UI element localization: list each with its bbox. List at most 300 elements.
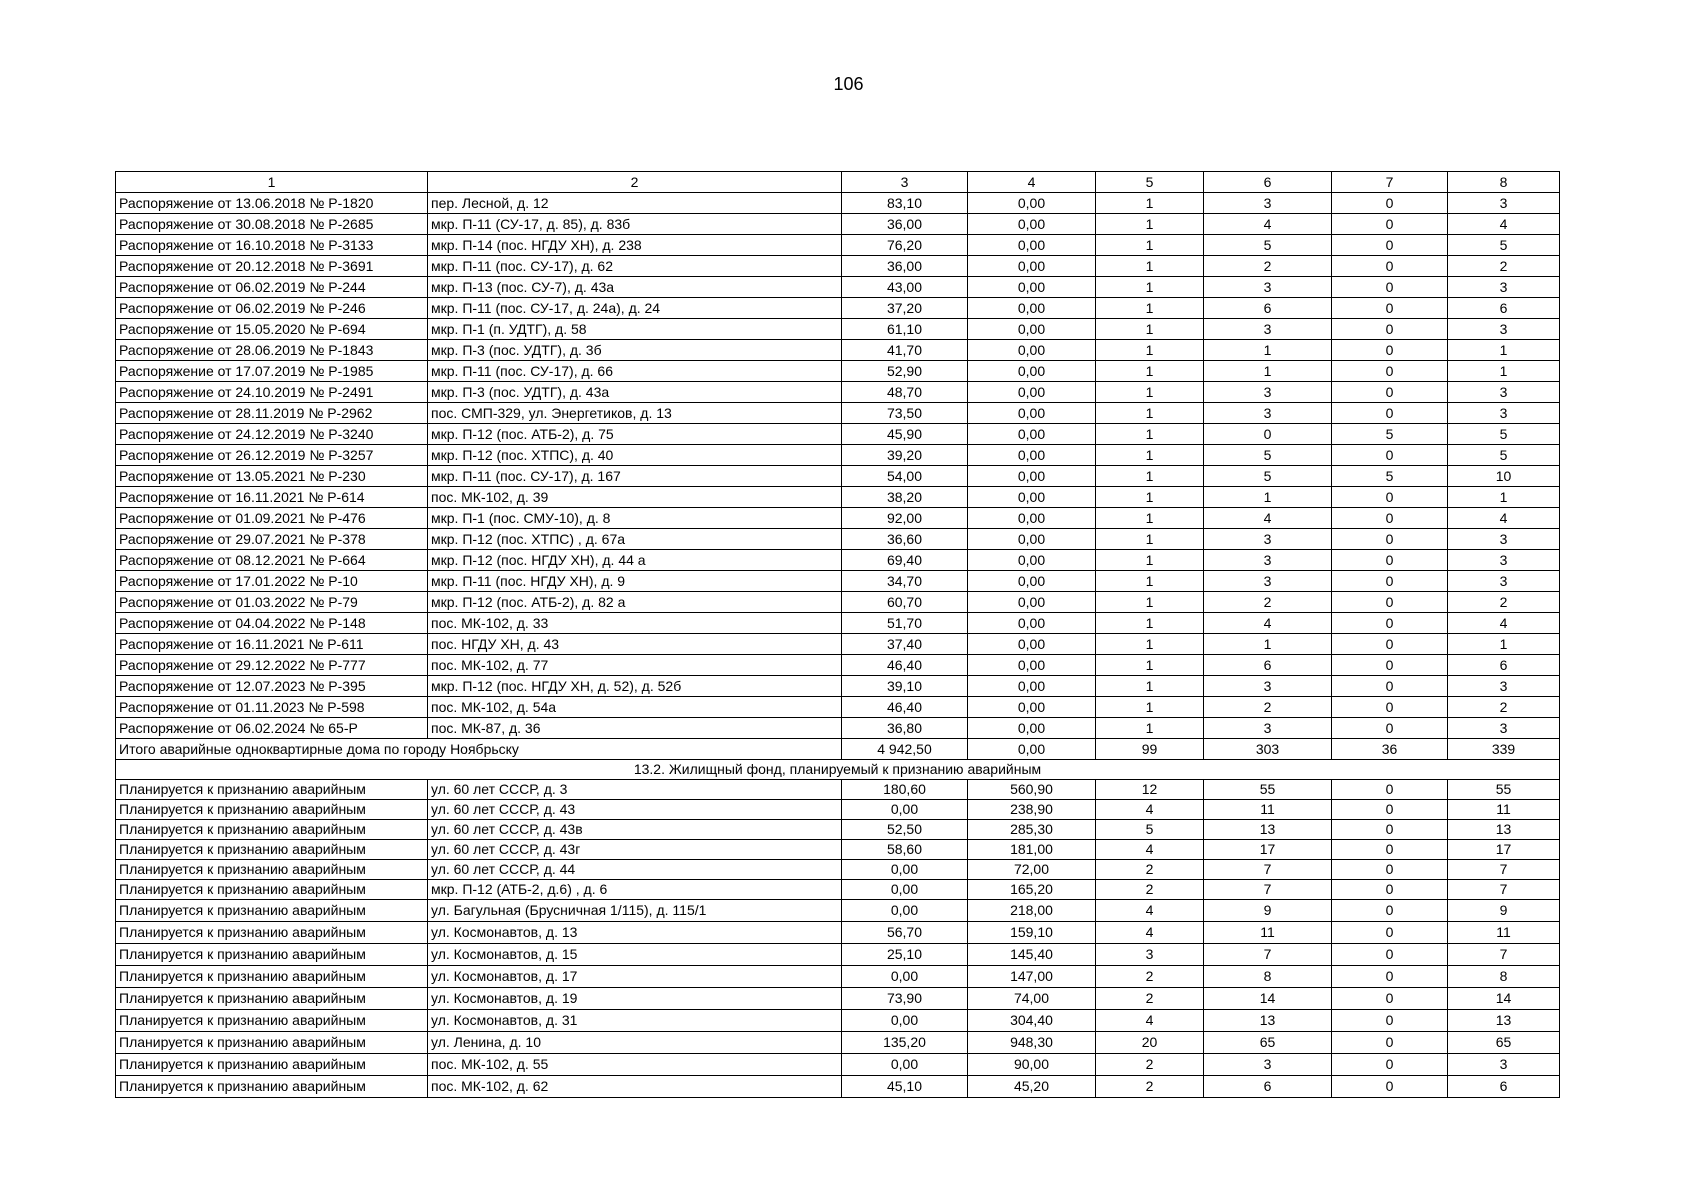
table-row [116, 466, 1560, 487]
table-cell: 0,00 [968, 382, 1096, 403]
table-cell: ул. 60 лет СССР, д. 3 [428, 780, 842, 800]
planned-emergency-section [116, 780, 1560, 1098]
table-cell: мкр. П-11 (пос. СУ-17, д. 24а), д. 24 [428, 298, 842, 319]
table-cell: 3 [1204, 403, 1332, 424]
table-cell: 0,00 [968, 571, 1096, 592]
table-cell: 5 [1204, 445, 1332, 466]
table-cell: 0 [1332, 922, 1448, 944]
table-row [116, 403, 1560, 424]
table-cell: ул. Космонавтов, д. 17 [428, 966, 842, 988]
table-cell: мкр. П-12 (пос. ХТПС) , д. 67а [428, 529, 842, 550]
table-cell: 46,40 [842, 655, 968, 676]
column-number-row [116, 172, 1560, 193]
table-cell: 0 [1332, 445, 1448, 466]
table-cell: 0,00 [968, 466, 1096, 487]
table-cell: 0 [1332, 235, 1448, 256]
table-cell: 38,20 [842, 487, 968, 508]
table-row [116, 676, 1560, 697]
table-cell: 83,10 [842, 193, 968, 214]
section-title: 13.2. Жилищный фонд, планируемый к признанию аварийным [116, 760, 1560, 780]
table-row [116, 613, 1560, 634]
table-cell: мкр. П-3 (пос. УДТГ), д. 43а [428, 382, 842, 403]
table-row [116, 424, 1560, 445]
table-cell: 0 [1332, 634, 1448, 655]
table-cell: 73,90 [842, 988, 968, 1010]
table-cell: 0 [1332, 550, 1448, 571]
table-cell: Распоряжение от 13.05.2021 № Р-230 [116, 466, 428, 487]
table-cell: 4 [1448, 214, 1560, 235]
table-cell: 147,00 [968, 966, 1096, 988]
table-cell: 0 [1332, 676, 1448, 697]
table-row [116, 340, 1560, 361]
table-cell: 17 [1448, 840, 1560, 860]
table-cell: 52,90 [842, 361, 968, 382]
table-cell: Распоряжение от 12.07.2023 № Р-395 [116, 676, 428, 697]
table-cell: 3 [1204, 550, 1332, 571]
table-cell: 0,00 [842, 1010, 968, 1032]
total-row [116, 739, 1560, 760]
table-row [116, 1054, 1560, 1076]
table-cell: ул. Космонавтов, д. 15 [428, 944, 842, 966]
table-cell: 0,00 [968, 445, 1096, 466]
table-cell: 11 [1448, 800, 1560, 820]
table-cell: 1 [1096, 571, 1204, 592]
table-cell: 5 [1096, 820, 1204, 840]
table-cell: 1 [1096, 382, 1204, 403]
table-cell: 0,00 [968, 298, 1096, 319]
table-cell: 8 [1448, 966, 1560, 988]
table-cell: 0,00 [968, 613, 1096, 634]
table-row [116, 840, 1560, 860]
table-cell: 73,50 [842, 403, 968, 424]
table-cell: пос. МК-102, д. 39 [428, 487, 842, 508]
table-cell: 2 [1096, 1076, 1204, 1098]
table-cell: Распоряжение от 29.12.2022 № Р-777 [116, 655, 428, 676]
table-cell: 3 [1448, 193, 1560, 214]
table-cell: 0,00 [968, 697, 1096, 718]
table-cell: 3 [1204, 277, 1332, 298]
table-cell: 2 [1096, 1054, 1204, 1076]
table-cell: 1 [1096, 592, 1204, 613]
table-cell: Планируется к признанию аварийным [116, 1076, 428, 1098]
table-cell: Планируется к признанию аварийным [116, 922, 428, 944]
table-cell: 0,00 [842, 966, 968, 988]
table-cell: 5 [1332, 466, 1448, 487]
table-cell: 34,70 [842, 571, 968, 592]
table-cell: 6 [1448, 298, 1560, 319]
total-cell: 303 [1204, 739, 1332, 760]
table-cell: 0 [1204, 424, 1332, 445]
table-cell: пос. МК-102, д. 33 [428, 613, 842, 634]
table-cell: 3 [1448, 319, 1560, 340]
table-cell: 37,20 [842, 298, 968, 319]
table-cell: 25,10 [842, 944, 968, 966]
table-cell: Планируется к признанию аварийным [116, 1032, 428, 1054]
table-cell: 1 [1448, 634, 1560, 655]
table-row [116, 1010, 1560, 1032]
column-number: 7 [1332, 172, 1448, 193]
table-cell: Планируется к признанию аварийным [116, 1010, 428, 1032]
table-cell: 6 [1448, 655, 1560, 676]
table-row [116, 508, 1560, 529]
total-cell: 0,00 [968, 739, 1096, 760]
table-cell: 36,00 [842, 214, 968, 235]
table-cell: 0 [1332, 820, 1448, 840]
table-cell: 39,10 [842, 676, 968, 697]
section-heading-row [116, 760, 1560, 780]
table-cell: 3 [1448, 550, 1560, 571]
table-cell: 0,00 [968, 340, 1096, 361]
table-cell: 3 [1448, 1054, 1560, 1076]
table-cell: мкр. П-14 (пос. НГДУ ХН), д. 238 [428, 235, 842, 256]
table-cell: 4 [1096, 922, 1204, 944]
table-cell: 5 [1204, 466, 1332, 487]
table-cell: 37,40 [842, 634, 968, 655]
table-cell: Распоряжение от 08.12.2021 № Р-664 [116, 550, 428, 571]
table-cell: 1 [1096, 193, 1204, 214]
table-row [116, 634, 1560, 655]
table-cell: 45,90 [842, 424, 968, 445]
table-cell: 135,20 [842, 1032, 968, 1054]
table-cell: 1 [1096, 697, 1204, 718]
table-cell: ул. Багульная (Брусничная 1/115), д. 115/1 [428, 900, 842, 922]
table-cell: 0 [1332, 1032, 1448, 1054]
table-cell: 0,00 [968, 592, 1096, 613]
table-cell: 45,10 [842, 1076, 968, 1098]
table-cell: Планируется к признанию аварийным [116, 944, 428, 966]
table-cell: 2 [1096, 966, 1204, 988]
table-cell: 55 [1448, 780, 1560, 800]
table-cell: 8 [1204, 966, 1332, 988]
table-row [116, 655, 1560, 676]
table-cell: Планируется к признанию аварийным [116, 800, 428, 820]
table-cell: 4 [1204, 613, 1332, 634]
table-cell: 159,10 [968, 922, 1096, 944]
table-cell: 3 [1448, 529, 1560, 550]
table-row [116, 298, 1560, 319]
table-cell: 65 [1448, 1032, 1560, 1054]
housing-table [115, 171, 1560, 1098]
table-row [116, 214, 1560, 235]
table-cell: мкр. П-12 (пос. НГДУ ХН), д. 44 а [428, 550, 842, 571]
table-cell: Планируется к признанию аварийным [116, 860, 428, 880]
table-cell: 74,00 [968, 988, 1096, 1010]
table-row [116, 988, 1560, 1010]
table-cell: 9 [1204, 900, 1332, 922]
table-cell: 0 [1332, 319, 1448, 340]
table-cell: 6 [1204, 655, 1332, 676]
table-cell: мкр. П-12 (пос. НГДУ ХН, д. 52), д. 52б [428, 676, 842, 697]
table-cell: 7 [1448, 944, 1560, 966]
table-cell: 1 [1204, 634, 1332, 655]
table-cell: 0 [1332, 487, 1448, 508]
table-cell: 3 [1204, 1054, 1332, 1076]
table-cell: 2 [1204, 256, 1332, 277]
table-cell: 0,00 [842, 900, 968, 922]
table-cell: 13 [1448, 1010, 1560, 1032]
table-cell: 0 [1332, 1054, 1448, 1076]
table-cell: 1 [1204, 487, 1332, 508]
table-row [116, 800, 1560, 820]
table-cell: 69,40 [842, 550, 968, 571]
table-cell: Распоряжение от 13.06.2018 № Р-1820 [116, 193, 428, 214]
table-cell: 1 [1096, 340, 1204, 361]
table-cell: Распоряжение от 16.11.2021 № Р-614 [116, 487, 428, 508]
table-cell: 4 [1204, 508, 1332, 529]
table-cell: мкр. П-13 (пос. СУ-7), д. 43а [428, 277, 842, 298]
table-cell: 2 [1448, 697, 1560, 718]
table-cell: 1 [1096, 550, 1204, 571]
table-row [116, 922, 1560, 944]
table-cell: мкр. П-11 (пос. СУ-17), д. 167 [428, 466, 842, 487]
table-cell: 61,10 [842, 319, 968, 340]
table-row [116, 235, 1560, 256]
table-cell: 14 [1204, 988, 1332, 1010]
table-cell: 46,40 [842, 697, 968, 718]
table-cell: 0 [1332, 361, 1448, 382]
table-cell: 0 [1332, 277, 1448, 298]
table-cell: 0 [1332, 382, 1448, 403]
table-cell: 2 [1204, 697, 1332, 718]
table-row [116, 880, 1560, 900]
table-cell: Распоряжение от 06.02.2024 № 65-Р [116, 718, 428, 739]
table-cell: 3 [1096, 944, 1204, 966]
table-cell: 0,00 [968, 403, 1096, 424]
table-row [116, 697, 1560, 718]
table-cell: 0 [1332, 880, 1448, 900]
table-cell: 1 [1204, 340, 1332, 361]
table-cell: 2 [1096, 988, 1204, 1010]
table-cell: Планируется к признанию аварийным [116, 900, 428, 922]
table-cell: пос. СМП-329, ул. Энергетиков, д. 13 [428, 403, 842, 424]
table-cell: 65 [1204, 1032, 1332, 1054]
table-cell: 0,00 [968, 256, 1096, 277]
table-cell: мкр. П-11 (пос. НГДУ ХН), д. 9 [428, 571, 842, 592]
table-cell: 52,50 [842, 820, 968, 840]
emergency-houses-section [116, 193, 1560, 739]
table-cell: 1 [1096, 529, 1204, 550]
table-cell: 0,00 [968, 319, 1096, 340]
table-cell: 0 [1332, 214, 1448, 235]
table-cell: 1 [1096, 487, 1204, 508]
table-cell: 0,00 [968, 655, 1096, 676]
table-cell: мкр. П-12 (пос. АТБ-2), д. 75 [428, 424, 842, 445]
table-cell: ул. Космонавтов, д. 19 [428, 988, 842, 1010]
table-cell: 3 [1448, 571, 1560, 592]
table-cell: 3 [1448, 403, 1560, 424]
table-cell: 0,00 [968, 361, 1096, 382]
table-cell: 0 [1332, 613, 1448, 634]
table-row [116, 900, 1560, 922]
table-cell: 0,00 [842, 860, 968, 880]
table-cell: 0 [1332, 655, 1448, 676]
table-cell: пос. МК-102, д. 55 [428, 1054, 842, 1076]
total-cell: 99 [1096, 739, 1204, 760]
table-cell: 7 [1448, 880, 1560, 900]
table-cell: ул. 60 лет СССР, д. 43г [428, 840, 842, 860]
table-cell: 4 [1448, 508, 1560, 529]
table-cell: 1 [1096, 214, 1204, 235]
table-cell: 0 [1332, 800, 1448, 820]
table-cell: ул. Ленина, д. 10 [428, 1032, 842, 1054]
table-cell: 1 [1096, 634, 1204, 655]
table-cell: 0 [1332, 256, 1448, 277]
page-number: 106 [833, 74, 864, 94]
table-row [116, 319, 1560, 340]
table-cell: 0 [1332, 592, 1448, 613]
table-cell: 3 [1204, 382, 1332, 403]
table-cell: 55 [1204, 780, 1332, 800]
table-cell: пер. Лесной, д. 12 [428, 193, 842, 214]
table-cell: 1 [1096, 403, 1204, 424]
table-cell: 238,90 [968, 800, 1096, 820]
table-cell: Планируется к признанию аварийным [116, 988, 428, 1010]
table-row [116, 1076, 1560, 1098]
table-cell: мкр. П-11 (пос. СУ-17), д. 66 [428, 361, 842, 382]
table-cell: 90,00 [968, 1054, 1096, 1076]
table-cell: 0,00 [968, 214, 1096, 235]
table-cell: пос. МК-102, д. 54а [428, 697, 842, 718]
table-cell: 1 [1096, 676, 1204, 697]
table-cell: мкр. П-12 (пос. ХТПС), д. 40 [428, 445, 842, 466]
table-cell: 1 [1096, 613, 1204, 634]
table-cell: ул. Космонавтов, д. 31 [428, 1010, 842, 1032]
table-cell: 2 [1204, 592, 1332, 613]
table-row [116, 966, 1560, 988]
table-cell: 1 [1448, 361, 1560, 382]
table-cell: пос. МК-87, д. 36 [428, 718, 842, 739]
table-cell: Распоряжение от 06.02.2019 № Р-246 [116, 298, 428, 319]
table-cell: 0 [1332, 340, 1448, 361]
table-cell: 1 [1096, 466, 1204, 487]
total-label: Итого аварийные одноквартирные дома по городу Ноябрьску [116, 739, 842, 760]
table-cell: 58,60 [842, 840, 968, 860]
table-cell: ул. 60 лет СССР, д. 43 [428, 800, 842, 820]
table-cell: 10 [1448, 466, 1560, 487]
table-cell: 36,60 [842, 529, 968, 550]
table-cell: Распоряжение от 26.12.2019 № Р-3257 [116, 445, 428, 466]
table-cell: 14 [1448, 988, 1560, 1010]
table-cell: 0,00 [968, 508, 1096, 529]
column-number: 4 [968, 172, 1096, 193]
table-cell: Распоряжение от 06.02.2019 № Р-244 [116, 277, 428, 298]
column-number: 5 [1096, 172, 1204, 193]
table-cell: 43,00 [842, 277, 968, 298]
table-cell: 13 [1204, 1010, 1332, 1032]
table-cell: 0,00 [968, 424, 1096, 445]
table-cell: 6 [1204, 298, 1332, 319]
table-cell: 1 [1096, 424, 1204, 445]
table-cell: 1 [1204, 361, 1332, 382]
table-cell: 17 [1204, 840, 1332, 860]
table-row [116, 550, 1560, 571]
table-cell: 11 [1448, 922, 1560, 944]
table-cell: 0,00 [968, 718, 1096, 739]
table-cell: 0 [1332, 508, 1448, 529]
column-number: 6 [1204, 172, 1332, 193]
table-row [116, 487, 1560, 508]
table-cell: 285,30 [968, 820, 1096, 840]
table-row [116, 780, 1560, 800]
table-cell: 0,00 [968, 487, 1096, 508]
table-row [116, 382, 1560, 403]
table-cell: Распоряжение от 01.09.2021 № Р-476 [116, 508, 428, 529]
table-cell: 3 [1448, 277, 1560, 298]
table-row [116, 592, 1560, 613]
table-cell: Распоряжение от 29.07.2021 № Р-378 [116, 529, 428, 550]
table-cell: 3 [1448, 718, 1560, 739]
table-row [116, 529, 1560, 550]
table-cell: 13 [1448, 820, 1560, 840]
table-cell: Распоряжение от 24.12.2019 № Р-3240 [116, 424, 428, 445]
table-row [116, 193, 1560, 214]
table-cell: Планируется к признанию аварийным [116, 880, 428, 900]
table-cell: 0 [1332, 571, 1448, 592]
table-cell: 60,70 [842, 592, 968, 613]
table-cell: 304,40 [968, 1010, 1096, 1032]
table-cell: ул. 60 лет СССР, д. 44 [428, 860, 842, 880]
table-cell: 7 [1204, 860, 1332, 880]
table-cell: мкр. П-1 (пос. СМУ-10), д. 8 [428, 508, 842, 529]
table-cell: 3 [1204, 193, 1332, 214]
table-cell: 11 [1204, 922, 1332, 944]
table-cell: 1 [1096, 361, 1204, 382]
table-cell: 1 [1096, 718, 1204, 739]
table-cell: 4 [1096, 1010, 1204, 1032]
table-cell: 56,70 [842, 922, 968, 944]
table-row [116, 256, 1560, 277]
table-cell: 4 [1096, 840, 1204, 860]
table-cell: 20 [1096, 1032, 1204, 1054]
table-cell: 1 [1448, 340, 1560, 361]
table-cell: 2 [1096, 880, 1204, 900]
table-cell: 7 [1204, 880, 1332, 900]
table-cell: 6 [1204, 1076, 1332, 1098]
table-cell: 6 [1448, 1076, 1560, 1098]
table-cell: 0 [1332, 840, 1448, 860]
total-cell: 36 [1332, 739, 1448, 760]
table-cell: 0 [1332, 1076, 1448, 1098]
table-cell: Распоряжение от 16.10.2018 № Р-3133 [116, 235, 428, 256]
table-cell: 1 [1448, 487, 1560, 508]
table-cell: 12 [1096, 780, 1204, 800]
table-cell: Распоряжение от 16.11.2021 № Р-611 [116, 634, 428, 655]
table-cell: 72,00 [968, 860, 1096, 880]
table-cell: 165,20 [968, 880, 1096, 900]
table-row [116, 445, 1560, 466]
table-cell: 3 [1204, 718, 1332, 739]
table-cell: 48,70 [842, 382, 968, 403]
table-cell: Распоряжение от 01.11.2023 № Р-598 [116, 697, 428, 718]
table-row [116, 820, 1560, 840]
table-cell: 5 [1448, 445, 1560, 466]
table-cell: 0,00 [968, 193, 1096, 214]
table-cell: 0 [1332, 988, 1448, 1010]
table-cell: 3 [1204, 676, 1332, 697]
table-cell: 0 [1332, 1010, 1448, 1032]
table-cell: 3 [1448, 382, 1560, 403]
table-cell: 13 [1204, 820, 1332, 840]
table-cell: 0 [1332, 966, 1448, 988]
table-cell: пос. МК-102, д. 77 [428, 655, 842, 676]
table-cell: Распоряжение от 28.06.2019 № Р-1843 [116, 340, 428, 361]
table-cell: 3 [1448, 676, 1560, 697]
table-cell: 3 [1204, 529, 1332, 550]
table-cell: 0,00 [968, 550, 1096, 571]
table-cell: 92,00 [842, 508, 968, 529]
table-cell: Распоряжение от 01.03.2022 № Р-79 [116, 592, 428, 613]
table-cell: 45,20 [968, 1076, 1096, 1098]
